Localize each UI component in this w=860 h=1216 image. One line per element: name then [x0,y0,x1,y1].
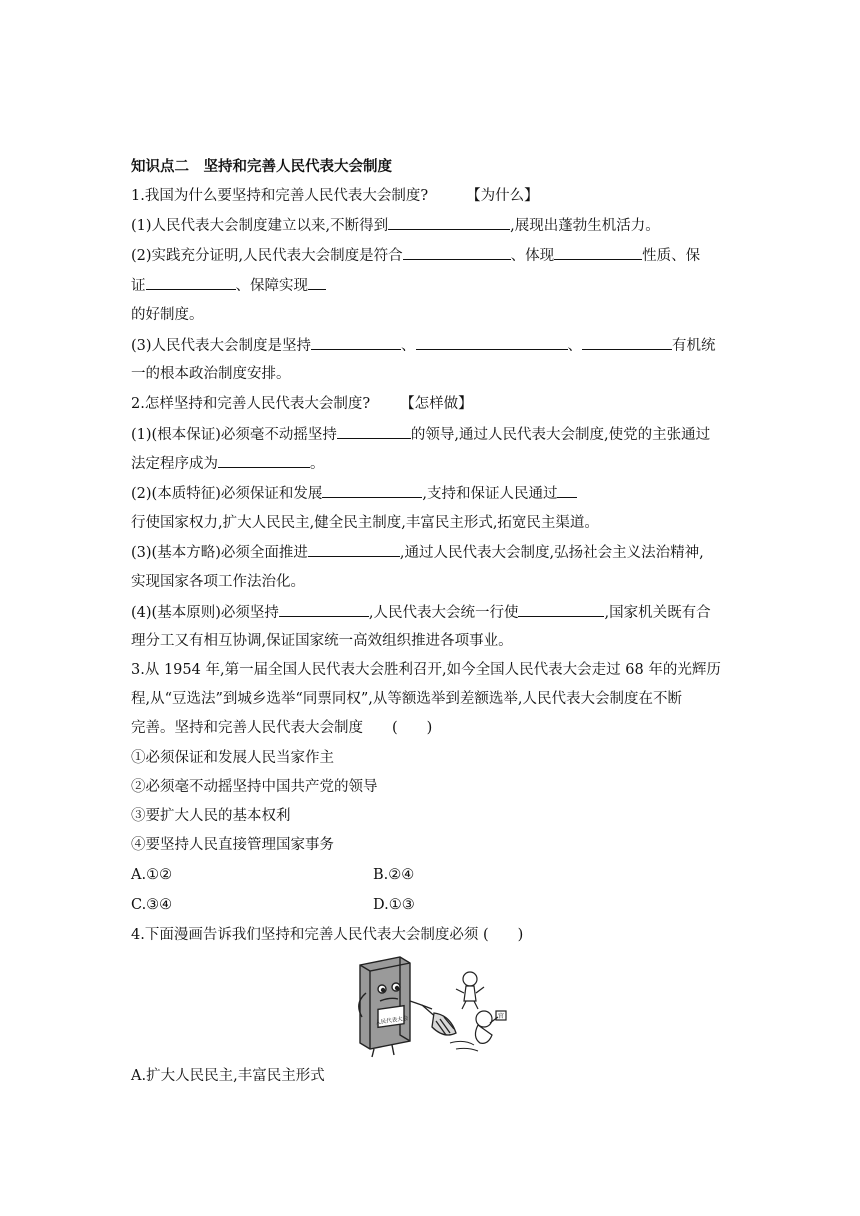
q1-p2-cont [131,275,731,296]
section-title: 知识点二 坚持和完善人民代表大会制度 [131,158,392,175]
q2-p4 [131,602,731,623]
q2-p2-cont: 行使国家权力,扩大人民民主,健全民主制度,丰富民主形式,拓宽民主渠道。 [131,515,599,531]
q1-p2-blank-4[interactable] [308,275,326,290]
q2-p2-blank-1[interactable] [322,483,422,498]
ballot-box-figure [359,957,432,1057]
ballot-box-label: 人民代表大会 [375,1015,409,1027]
q2-tag: 【怎样做】 [400,396,473,412]
q2-p1-blank-2[interactable] [218,453,310,468]
q1-p2 [131,245,731,266]
q3-item-2: ②必须毫不动摇坚持中国共产党的领导 [131,779,378,795]
q3-option-a[interactable]: A.①② [131,867,173,883]
q3-line-3: 完善。坚持和完善人民代表大会制度 ( ) [131,720,433,736]
cartoon-illustration [352,953,512,1059]
q1-p2-text-c: 性质、保 [642,248,701,264]
q3-item-3: ③要扩大人民的基本权利 [131,808,291,824]
q1-p2-text-b: 、体现 [510,248,555,264]
q2-p2-blank-2[interactable] [557,483,577,498]
broom-icon [422,1005,456,1035]
motion-lines [450,1041,478,1051]
q3-item-4: ④要坚持人民直接管理国家事务 [131,837,334,853]
q1-p2-blank-1[interactable] [403,245,511,260]
q1-p3-blank-3[interactable] [582,335,672,350]
q4-option-a[interactable]: A.扩大人民民主,丰富民主形式 [131,1068,325,1084]
q3-line-1: 3.从 1954 年,第一届全国人民代表大会胜利召开,如今全国人民代表大会走过 68 年的光辉历 [131,662,721,678]
q1-p1-blank[interactable] [388,215,510,230]
q1-p2-text-a: (2)实践充分证明,人民代表大会制度是符合 [131,248,403,264]
q1-stem-line [131,186,731,206]
q1-stem: 1.我国为什么要坚持和完善人民代表大会制度? [131,188,429,204]
q2-p2 [131,483,731,504]
q2-p3-blank[interactable] [308,542,400,557]
q1-tag: 【为什么】 [466,188,539,204]
q1-p2-blank-3[interactable] [146,275,236,290]
q3-option-b[interactable]: B.②④ [373,867,415,883]
q4-stem: 4.下面漫画告诉我们坚持和完善人民代表大会制度必须 ( ) [131,927,524,943]
q1-p2-text-e: 、保障实现 [235,278,308,294]
q2-p3-text-a: (3)(基本方略)必须全面推进 [131,545,308,561]
q2-p4-cont: 理分工又有相互协调,保证国家统一高效组织推进各项事业。 [131,633,513,649]
q2-stem-line [131,394,731,414]
q2-p1-text-c: 法定程序成为 [131,456,218,472]
q2-p1-blank-1[interactable] [337,424,411,439]
q3-item-1: ①必须保证和发展人民当家作主 [131,750,334,766]
swept-figure-sign: 官 [497,1013,505,1020]
q3-option-c[interactable]: C.③④ [131,897,173,913]
q2-p1 [131,424,731,445]
q1-p1 [131,215,731,236]
q2-p1-text-d: 。 [310,456,325,472]
q1-p3-sep-2: 、 [567,338,583,354]
q3-options-row-2 [131,895,731,915]
q2-p2-text-b: ,支持和保证人民通过 [422,486,558,502]
q2-p1-cont [131,453,731,474]
q1-p3-blank-2[interactable] [416,335,568,350]
q2-p3-text-b: ,通过人民代表大会制度,弘扬社会主义法治精神, [399,545,704,561]
q2-p3-cont: 实现国家各项工作法治化。 [131,574,305,590]
q2-p1-text-b: 的领导,通过人民代表大会制度,使党的主张通过 [410,427,711,443]
q1-p3-end: 一的根本政治制度安排。 [131,366,291,382]
q1-p3 [131,335,731,356]
q2-stem: 2.怎样坚持和完善人民代表大会制度? [131,396,371,412]
q1-p2-text-d: 证 [131,278,146,294]
q3-line-2: 程,从“豆选法”到城乡选举“同票同权”,从等额选举到差额选举,人民代表大会制度在不断 [131,691,682,707]
q3-option-d[interactable]: D.①③ [373,897,415,913]
q2-p2-text-a: (2)(本质特征)必须保证和发展 [131,486,323,502]
q1-p2-blank-2[interactable] [554,245,642,260]
q1-p2-end: 的好制度。 [131,307,204,323]
q3-options-row-1 [131,865,731,885]
q2-p4-blank-1[interactable] [279,602,369,617]
q2-p1-text-a: (1)(根本保证)必须毫不动摇坚持 [131,427,337,443]
q1-p1-text-a: (1)人民代表大会制度建立以来,不断得到 [131,218,389,234]
q1-p3-text-a: (3)人民代表大会制度是坚持 [131,338,312,354]
q2-p4-blank-2[interactable] [518,602,604,617]
swept-figure-1 [456,972,484,1009]
q2-p3 [131,542,731,563]
q2-p4-text-a: (4)(基本原则)必须坚持 [131,605,279,621]
q1-p3-blank-1[interactable] [311,335,401,350]
q2-p4-text-c: ,国家机关既有合 [604,605,711,621]
q1-p3-sep-1: 、 [401,338,416,354]
q1-p1-text-b: ,展现出蓬勃生机活力。 [510,218,660,234]
q2-p4-text-b: ,人民代表大会统一行使 [368,605,519,621]
q1-p3-text-b: 有机统 [672,338,716,354]
